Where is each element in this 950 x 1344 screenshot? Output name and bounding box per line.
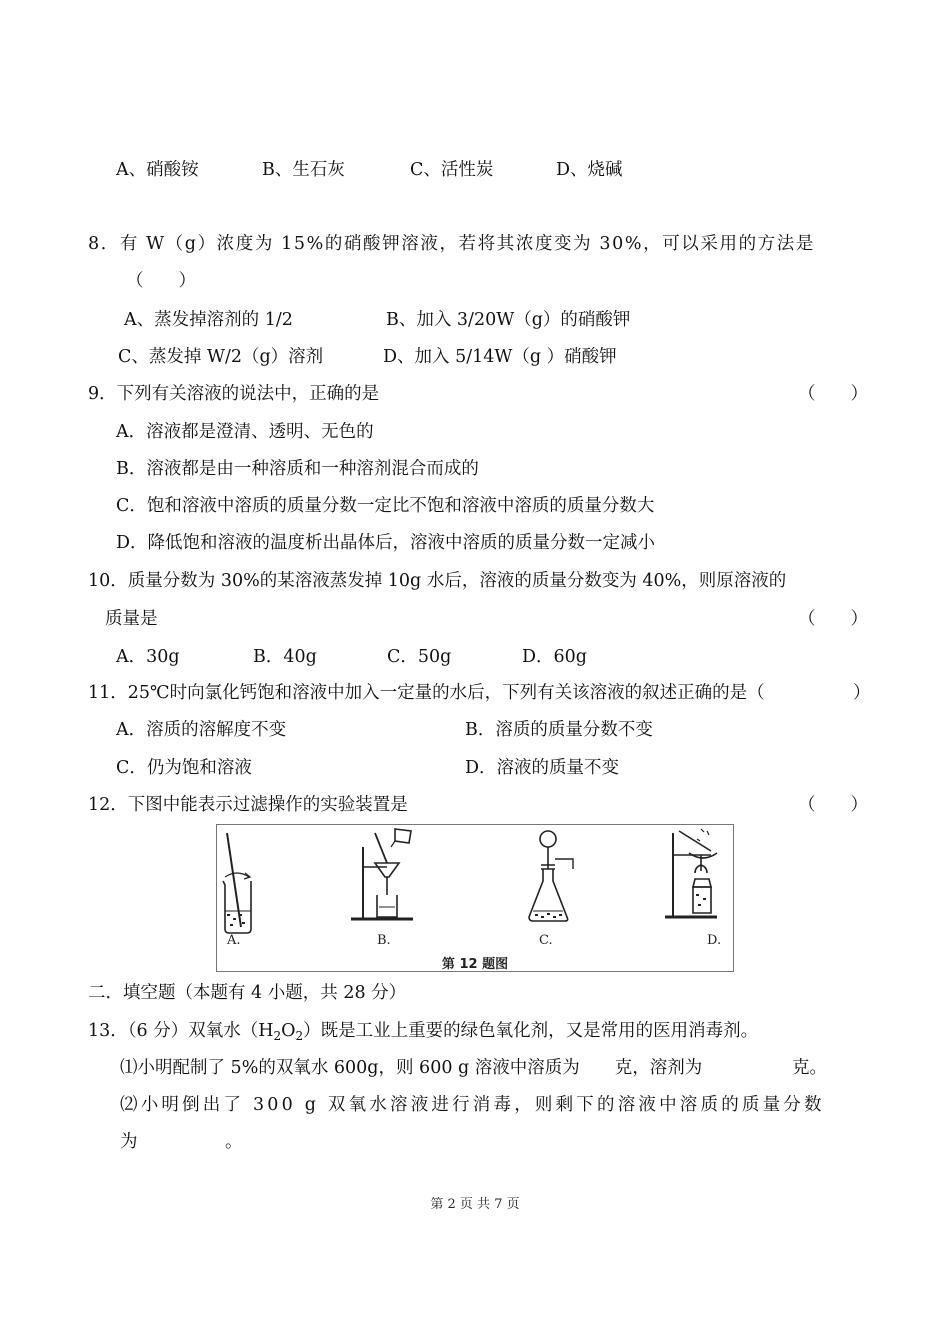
q13-part2: ⑵小明倒出了 300 g 双氧水溶液进行消毒，则剩下的溶液中溶质的质量分数 [120,1095,825,1115]
q8-stem: 8．有 W（g）浓度为 15%的硝酸钾溶液，若将其浓度变为 30%，可以采用的方法是 [88,234,816,254]
q9-option-a: A．溶液都是澄清、透明、无色的 [116,422,374,442]
filtration-apparatus-icon [351,829,413,919]
q13-stem: 13．（6 分）双氧水$(H_2O_2)$既是工业上重要的绿色氧化剂，又是常用的医用消毒剂。 [88,1021,759,1043]
q9-answer-paren: （ ） [798,384,868,404]
q8-answer-paren: （ ） [126,271,196,291]
beaker-stirring-icon [223,833,251,933]
q11-stem: 11．25℃时向氯化钙饱和溶液中加入一定量的水后，下列有关该溶液的叙述正确的是（ [88,683,765,703]
q12-answer-paren: （ ） [798,795,868,815]
figure-label-c: C. [539,933,553,948]
q13-part1: ⑴小明配制了 5%的双氧水 600g，则 600 g 溶液中溶质为 克，溶剂为 [120,1058,703,1078]
evaporation-apparatus-icon [665,829,717,917]
figure-caption: 第 12 题图 [441,957,509,972]
q11-answer-paren-close: ） [853,683,871,703]
q9-option-b: B．溶液都是由一种溶质和一种溶剂混合而成的 [116,459,479,479]
q10-option-d: D．60g [522,647,588,667]
page-footer: 第 2 页 共 7 页 [430,1197,520,1212]
q7-option-d: D、烧碱 [556,160,623,180]
q11-option-a: A．溶质的溶解度不变 [116,720,287,740]
q8-option-c: C、蒸发掉 W/2（g）溶剂 [118,347,324,367]
q10-option-a: A．30g [116,647,180,667]
q7-option-b: B、生石灰 [262,160,345,180]
q10-stem-continued: 质量是 [105,609,158,629]
q11-option-b: B．溶质的质量分数不变 [465,720,653,740]
q10-stem: 10．质量分数为 30%的某溶液蒸发掉 10g 水后，溶液的质量分数变为 40%，则原溶液的 [88,571,787,591]
q9-stem: 9．下列有关溶液的说法中，正确的是 [88,384,380,404]
q12-stem: 12．下图中能表示过滤操作的实验装置是 [88,795,408,815]
q8-option-d: D、加入 5/14W（g ）硝酸钾 [383,347,617,367]
gas-generation-flask-icon [529,831,573,921]
section-heading: 二．填空题（本题有 4 小题，共 28 分） [88,983,407,1003]
figure-label-a: A. [227,933,241,948]
q10-option-c: C．50g [387,647,452,667]
q8-option-a: A、蒸发掉溶剂的 1/2 [124,310,293,330]
q11-option-d: D．溶液的质量不变 [465,758,620,778]
lab-apparatus-drawing [217,825,733,971]
q7-option-a: A、硝酸铵 [116,160,199,180]
figure-label-d: D. [707,933,722,948]
q10-option-b: B．40g [253,647,317,667]
q13-part1-unit: 克。 [792,1058,827,1078]
q13-part2-continued: 为 。 [120,1132,243,1152]
figure-label-b: B. [377,933,391,948]
q8-option-b: B、加入 3/20W（g）的硝酸钾 [386,310,631,330]
q10-answer-paren: （ ） [798,609,868,629]
q9-option-d: D．降低饱和溶液的温度析出晶体后，溶液中溶质的质量分数一定减小 [116,533,656,553]
q7-option-c: C、活性炭 [410,160,494,180]
q12-figure [216,824,734,972]
q9-option-c: C．饱和溶液中溶质的质量分数一定比不饱和溶液中溶质的质量分数大 [116,496,655,516]
q11-option-c: C．仍为饱和溶液 [116,758,252,778]
